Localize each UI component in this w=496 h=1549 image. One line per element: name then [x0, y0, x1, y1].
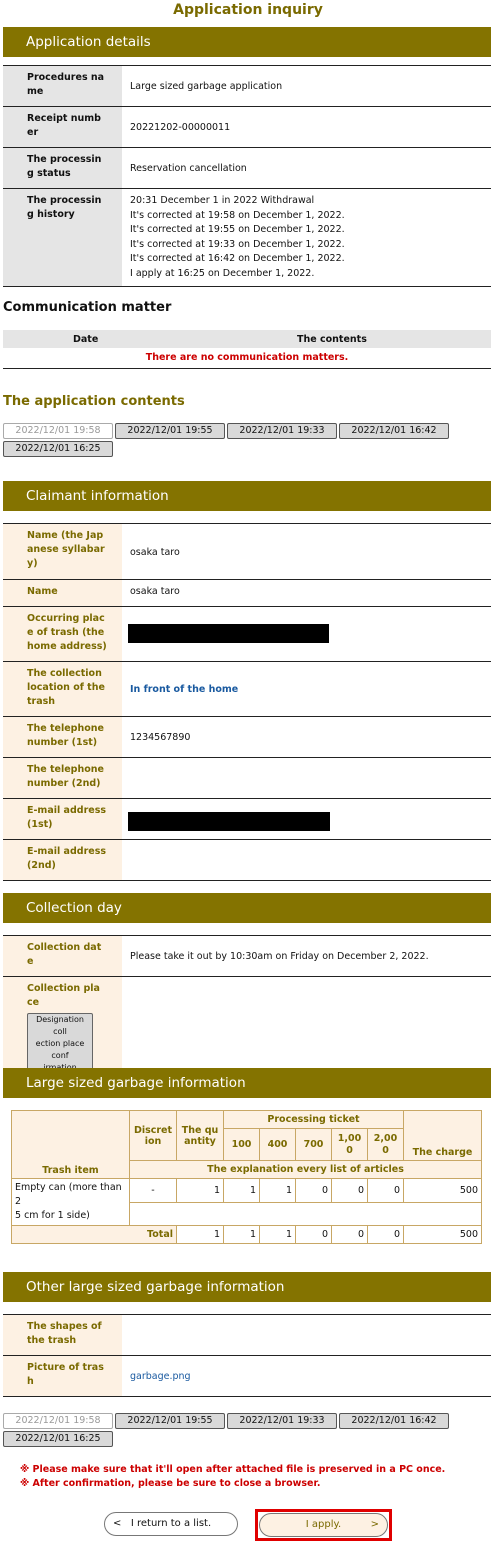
picture-cell [122, 1356, 491, 1397]
other-section-header: Other large sized garbage information [3, 1272, 491, 1302]
item-discretion: - [130, 1179, 177, 1203]
tab-1625[interactable]: 2022/12/01 16:25 [3, 441, 113, 457]
collection-date-label: Collection dat e [3, 936, 122, 977]
garbage-section-header: Large sized garbage information [3, 1068, 491, 1098]
history-label: The processin g history [3, 189, 122, 287]
other-table [3, 1314, 491, 1397]
total-charge: 500 [404, 1226, 482, 1244]
procedure-label: Procedures na me [3, 66, 122, 107]
status-value: Reservation cancellation [122, 148, 491, 189]
kana-name-value: osaka taro [122, 524, 491, 580]
collection-table [3, 935, 491, 1081]
collection-location-label: The collection location of the trash [3, 662, 122, 717]
email2-value [122, 840, 491, 881]
claimant-section-header: Claimant information [3, 481, 491, 511]
garbage-table [11, 1110, 482, 1244]
receipt-value: 20221202-00000011 [122, 107, 491, 148]
name-value: osaka taro [122, 580, 491, 607]
history-value: 20:31 December 1 in 2022 Withdrawal It's corrected at 19:58 on December 1, 2022. It's corrected at 19:55 on December 1, 2022. It's corrected at 19:33 on December 1, 2022. It's corrected at 16:42 on December 1, 2022. I apply at 16:25 on December 1, 2022. [122, 189, 491, 287]
claimant-table [3, 523, 491, 881]
total-count-400: 1 [260, 1226, 296, 1244]
item-count-700: 0 [296, 1179, 332, 1203]
tab-1642[interactable]: 2022/12/01 16:42 [339, 423, 449, 439]
tab-bottom-1933[interactable]: 2022/12/01 19:33 [227, 1413, 337, 1429]
collection-date-value: Please take it out by 10:30am on Friday on December 2, 2022. [122, 936, 491, 977]
processing-ticket-header: Processing ticket [224, 1111, 404, 1129]
chevron-right-icon: > [370, 1519, 379, 1530]
name-label: Name [3, 580, 122, 607]
item-count-400: 1 [260, 1179, 296, 1203]
phone2-label: The telephone number (2nd) [3, 758, 122, 799]
ticket-100-header: 100 [224, 1129, 260, 1161]
item-count-1000: 0 [332, 1179, 368, 1203]
contents-heading: The application contents [3, 394, 185, 409]
email2-label: E-mail address (2nd) [3, 840, 122, 881]
total-quantity: 1 [177, 1226, 224, 1244]
email1-label: E-mail address (1st) [3, 799, 122, 840]
item-charge: 500 [404, 1179, 482, 1203]
collection-place-cell [3, 977, 122, 1081]
ticket-1000-header: 1,00 0 [332, 1129, 368, 1161]
total-count-700: 0 [296, 1226, 332, 1244]
total-label: Total [12, 1226, 177, 1244]
item-count-100: 1 [224, 1179, 260, 1203]
page-title: Application inquiry [173, 2, 323, 18]
details-table [3, 65, 491, 287]
tab-bottom-1955[interactable]: 2022/12/01 19:55 [115, 1413, 225, 1429]
chevron-left-icon: < [113, 1518, 122, 1529]
quantity-header: The qu antity [177, 1111, 224, 1161]
tab-1958[interactable]: 2022/12/01 19:58 [3, 423, 113, 439]
collection-section-header: Collection day [3, 893, 491, 923]
return-button-label: I return to a list. [130, 1518, 212, 1529]
ticket-2000-header: 2,00 0 [368, 1129, 404, 1161]
ticket-400-header: 400 [260, 1129, 296, 1161]
item-name: Empty can (more than 2 5 cm for 1 side) [12, 1179, 130, 1226]
tab-1933[interactable]: 2022/12/01 19:33 [227, 423, 337, 439]
charge-header: The charge [404, 1111, 482, 1161]
apply-button[interactable] [259, 1513, 388, 1537]
tab-bottom-1625[interactable]: 2022/12/01 16:25 [3, 1431, 113, 1447]
explanation-header: The explanation every list of articles [130, 1161, 482, 1179]
note-preserve-file: ※ Please make sure that it'll open after attached file is preserved in a PC once. [20, 1464, 446, 1475]
communication-header-row [3, 330, 491, 348]
email1-cell [122, 799, 491, 840]
shape-label: The shapes of the trash [3, 1315, 122, 1356]
redacted-address [128, 624, 329, 643]
procedure-value: Large sized garbage application [122, 66, 491, 107]
total-count-100: 1 [224, 1226, 260, 1244]
tab-bottom-1958[interactable]: 2022/12/01 19:58 [3, 1413, 113, 1429]
total-count-2000: 0 [368, 1226, 404, 1244]
place-confirmation-button[interactable]: Designation coll ection place conf [27, 1013, 93, 1075]
apply-button-label: I apply. [305, 1519, 342, 1530]
item-count-2000: 0 [368, 1179, 404, 1203]
discretion-header: Discret ion [130, 1111, 177, 1161]
picture-label: Picture of tras h [3, 1356, 122, 1397]
trash-item-header: Trash item [12, 1111, 130, 1179]
collection-place-label: Collection pla ce [27, 983, 100, 1008]
status-label: The processin g status [3, 148, 122, 189]
total-count-1000: 0 [332, 1226, 368, 1244]
ticket-700-header: 700 [296, 1129, 332, 1161]
picture-link[interactable]: garbage.png [130, 1371, 191, 1382]
contents-column-header: The contents [297, 334, 367, 345]
date-column-header: Date [73, 334, 99, 345]
collection-location-value: In front of the home [122, 662, 491, 717]
redacted-email [128, 812, 330, 831]
home-address-cell [122, 607, 491, 662]
item-explanation [130, 1202, 482, 1226]
kana-name-label: Name (the Jap anese syllabar y) [3, 524, 122, 580]
no-communication-message: There are no communication matters. [145, 352, 349, 363]
divider [3, 368, 491, 369]
tab-1955[interactable]: 2022/12/01 19:55 [115, 423, 225, 439]
note-close-browser: ※ After confirmation, please be sure to close a browser. [20, 1478, 321, 1489]
communication-heading: Communication matter [3, 300, 172, 315]
shape-value [122, 1315, 491, 1356]
return-to-list-button[interactable] [104, 1512, 238, 1536]
tab-bottom-1642[interactable]: 2022/12/01 16:42 [339, 1413, 449, 1429]
home-address-label: Occurring plac e of trash (the home address) [3, 607, 122, 662]
phone1-value: 1234567890 [122, 717, 491, 758]
collection-place-value [122, 977, 491, 1081]
details-section-header: Application details [3, 27, 491, 57]
phone1-label: The telephone number (1st) [3, 717, 122, 758]
phone2-value [122, 758, 491, 799]
receipt-label: Receipt numb er [3, 107, 122, 148]
item-quantity: 1 [177, 1179, 224, 1203]
